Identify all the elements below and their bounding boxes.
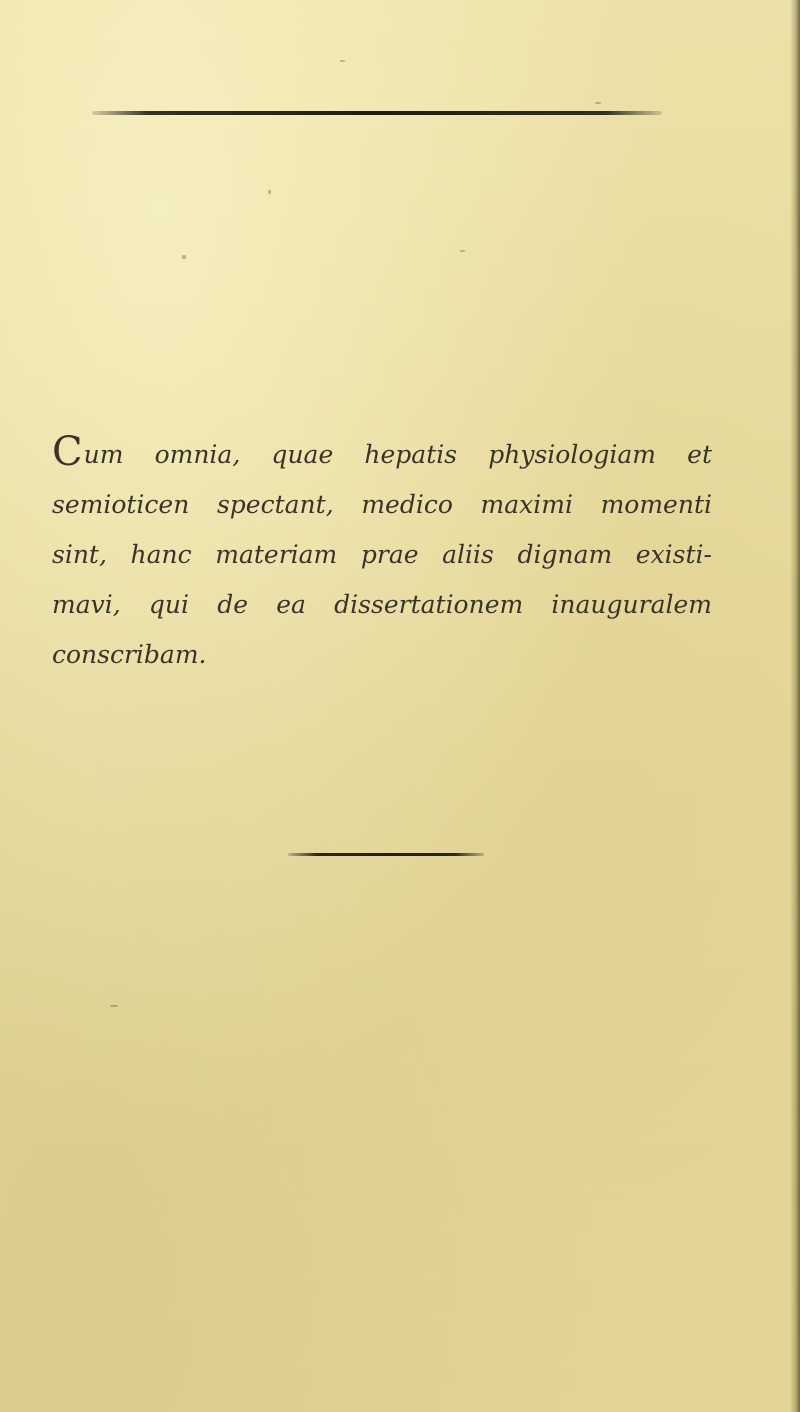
text-line-4: mavi, qui de ea dissertationem inauguralem bbox=[52, 590, 712, 619]
text-line-2: semioticen spectant, medico maximi momenti bbox=[52, 490, 712, 519]
text-line-1-rest: um omnia, quae hepatis physiologiam et bbox=[83, 440, 712, 469]
page-edge-shadow bbox=[790, 0, 800, 1412]
paper-speck bbox=[595, 102, 601, 104]
paper-speck bbox=[268, 190, 271, 194]
body-paragraph bbox=[52, 430, 712, 680]
drop-cap-initial: C bbox=[52, 429, 83, 475]
text-line-1 bbox=[52, 430, 712, 480]
paper-speck bbox=[182, 255, 186, 259]
text-line-5: conscribam. bbox=[52, 640, 207, 669]
bottom-ornamental-rule bbox=[288, 853, 484, 856]
paper-speck bbox=[340, 60, 345, 62]
text-line-3: sint, hanc materiam prae aliis dignam existi- bbox=[52, 540, 712, 569]
paper-speck bbox=[110, 1005, 118, 1007]
top-ornamental-rule bbox=[92, 111, 662, 115]
paper-speck bbox=[460, 250, 465, 252]
